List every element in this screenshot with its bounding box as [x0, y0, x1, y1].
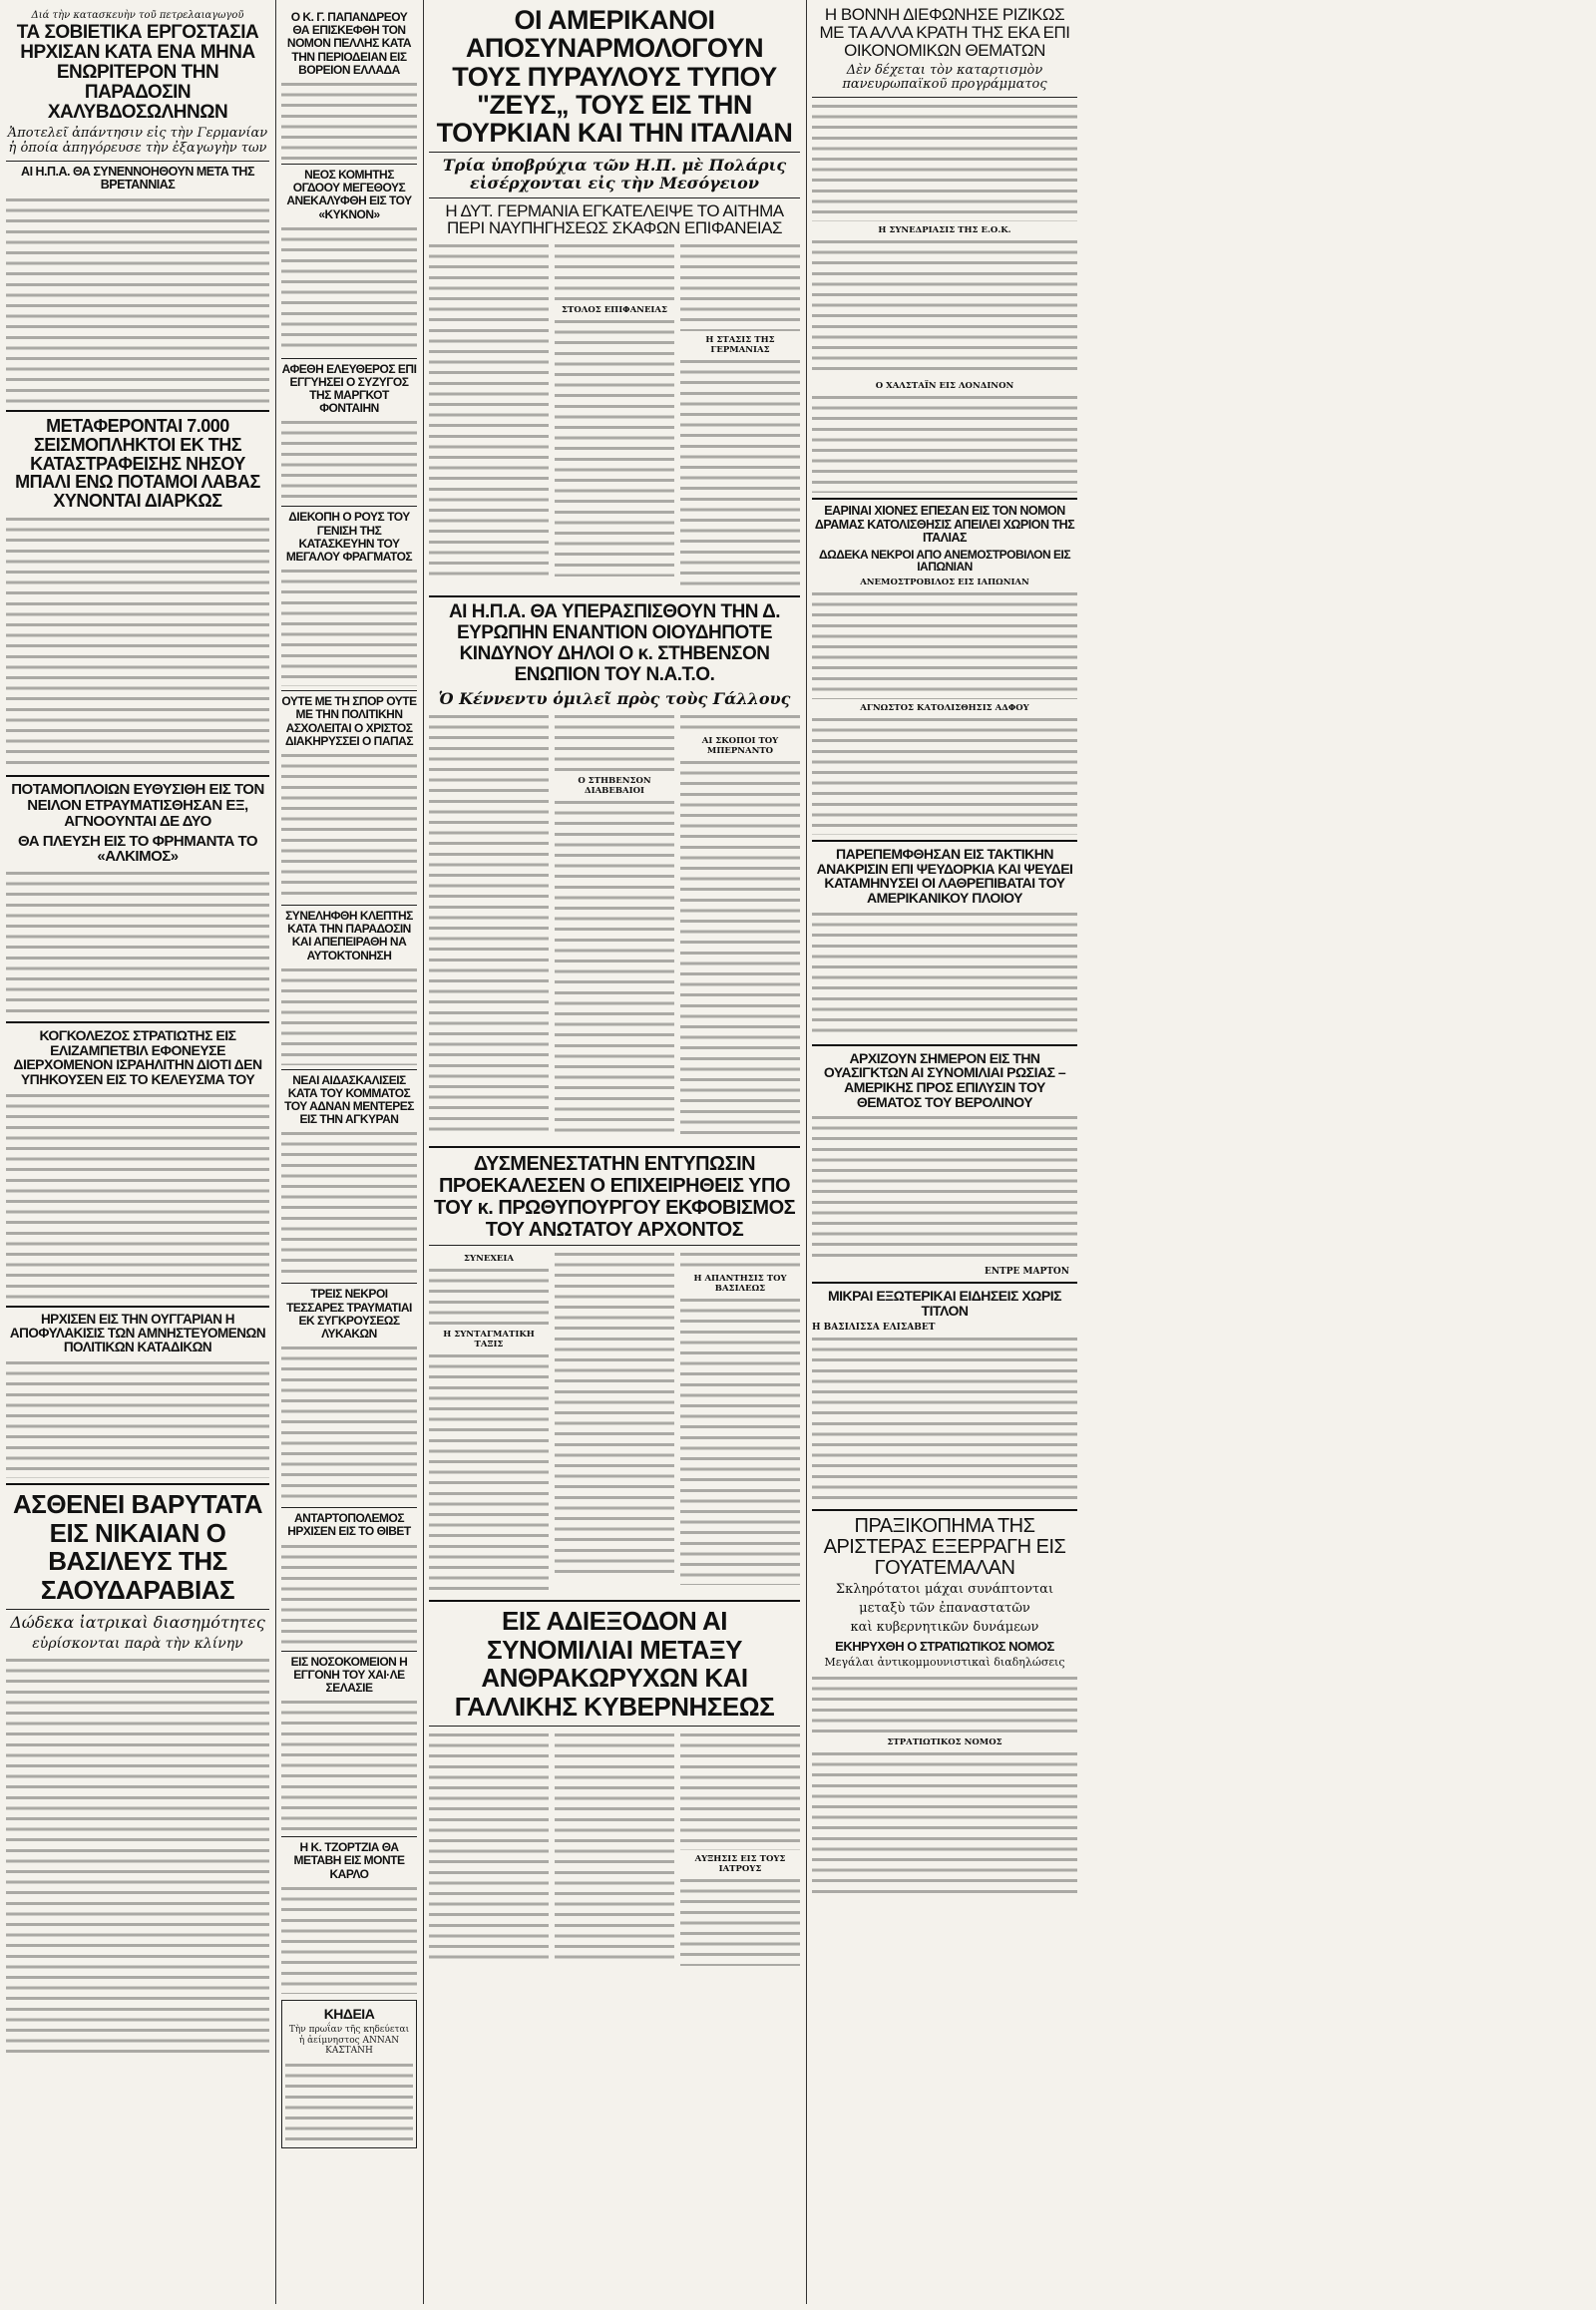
- signature: ΕΝΤΡΕ ΜΑΡΤΟΝ: [984, 1267, 1069, 1278]
- subheadline: Ὁ Κέννεντυ ὁμιλεῖ πρὸς τοὺς Γάλλους: [438, 688, 791, 708]
- body-text: [680, 758, 800, 1137]
- subheadline: Μεγάλαι ἀντικομμουνιστικαὶ διαδηλώσεις: [824, 1656, 1065, 1670]
- headline: ΔΥΣΜΕΝΕΣΤΑΤΗΝ ΕΝΤΥΠΩΣΙΝ ΠΡΟΕΚΑΛΕΣΕΝ Ο ΕΠΙΧΕΙΡΗΘΕΙΣ ΥΠΟ ΤΟΥ κ. ΠΡΩΘΥΠΟΥΡΓΟΥ ΕΚΦΟΒΙΣΜΟΣ ΤΟΥ ΑΝΩΤΑΤΟΥ ΑΡΧΟΝΤΟΣ: [433, 1153, 796, 1242]
- body-text: [6, 869, 269, 1016]
- headline: ΝΕΟΣ ΚΟΜΗΤΗΣ ΟΓΔΟΟΥ ΜΕΓΕΘΟΥΣ ΑΝΕΚΑΛΥΦΘΗ ΕΙΣ ΤΟΥ «ΚΥΚΝΟΝ»: [286, 167, 412, 221]
- subheadline: μεταξὺ τῶν ἐπαναστατῶν: [859, 1600, 1030, 1616]
- headline: ΔΩΔΕΚΑ ΝΕΚΡΟΙ ΑΠΟ ΑΝΕΜΟΣΤΡΟΒΙΛΟΝ ΕΙΣ ΙΑΠΩΝΙΑΝ: [818, 547, 1071, 575]
- body-text: [6, 1358, 269, 1478]
- body-text: [285, 2061, 413, 2140]
- subheadline: Δὲν δέχεται τὸν καταρτισμὸν πανευρωπαϊκοῦ προγράμματος: [842, 62, 1047, 93]
- body-text: [281, 224, 417, 354]
- body-text: [281, 751, 417, 901]
- body-text: [812, 1674, 1077, 1733]
- text-columns: [429, 712, 800, 1141]
- body-text: [281, 1884, 417, 1994]
- section-kicker: ΑΝΕΜΟΣΤΡΟΒΙΛΟΣ ΕΙΣ ΙΑΠΩΝΙΑΝ: [860, 577, 1029, 587]
- headline: Η ΒΟΝΝΗ ΔΙΕΦΩΝΗΣΕ ΡΙΖΙΚΩΣ ΜΕ ΤΑ ΑΛΛΑ ΚΡΑΤΗ ΤΗΣ ΕΚΑ ΕΠΙ ΟΙΚΟΝΟΜΙΚΩΝ ΘΕΜΑΤΩΝ: [819, 5, 1070, 60]
- body-text: [680, 1876, 800, 1966]
- body-text: [429, 1351, 549, 1591]
- headline: ΠΟΤΑΜΟΠΛΟΙΩΝ ΕΥΘΥΣΙΘΗ ΕΙΣ ΤΟΝ ΝΕΙΛΟΝ ΕΤΡΑΥΜΑΤΙΣΘΗΣΑΝ ΕΞ, ΑΓΝΟΟΥΝΤΑΙ ΔΕ ΔΥΟ: [11, 781, 264, 830]
- headline: ΕΚΗΡΥΧΘΗ Ο ΣΤΡΑΤΙΩΤΙΚΟΣ ΝΟΜΟΣ: [835, 1638, 1054, 1654]
- body-text: [281, 1344, 417, 1503]
- text-columns: [429, 1731, 800, 1970]
- headline: ΜΕΤΑΦΕΡΟΝΤΑΙ 7.000 ΣΕΙΣΜΟΠΛΗΚΤΟΙ ΕΚ ΤΗΣ ΚΑΤΑΣΤΡΑΦΕΙΣΗΣ ΝΗΣΟΥ ΜΠΑΛΙ ΕΝΩ ΠΟΤΑΜΟΙ ΛΑΒΑΣ ΧΥΝΟΝΤΑΙ ΔΙΑΡΚΩΣ: [15, 415, 260, 512]
- section-kicker: ΣΥΝΕΧΕΙΑ: [464, 1254, 514, 1265]
- headline: ΚΗΔΕΙΑ: [323, 2005, 375, 2022]
- subheadline: Σκληρότατοι μάχαι συνάπτονται: [835, 1581, 1054, 1597]
- headline: ΚΟΓΚΟΛΕΖΟΣ ΣΤΡΑΤΙΩΤΗΣ ΕΙΣ ΕΛΙΖΑΜΠΕΤΒΙΛ ΕΦΟΝΕΥΣΕ ΔΙΕΡΧΟΜΕΝΟΝ ΙΣΡΑΗΛΙΤΗΝ ΔΙΟΤΙ ΔΕΝ ΥΠΗΚΟΥΣΕΝ ΕΙΣ ΤΟ ΚΕΛΕΥΣΜΑ ΤΟΥ: [13, 1027, 262, 1088]
- headline: ΑΝΤΑΡΤΟΠΟΛΕΜΟΣ ΗΡΧΙΣΕΝ ΕΙΣ ΤΟ ΘΙΒΕΤ: [287, 1511, 411, 1539]
- body-text: [281, 965, 417, 1065]
- body-text: [281, 418, 417, 502]
- column-divider: [806, 0, 807, 2304]
- body-text: [680, 241, 800, 331]
- section-kicker: Η ΣΥΝΤΑΓΜΑΤΙΚΗ ΤΑΞΙΣ: [443, 1330, 535, 1350]
- headline: ΤΑ ΣΟΒΙΕΤΙΚΑ ΕΡΓΟΣΤΑΣΙΑ ΗΡΧΙΣΑΝ ΚΑΤΑ ΕΝΑ ΜΗΝΑ ΕΝΩΡΙΤΕΡΟΝ ΤΗΝ ΠΑΡΑΔΟΣΙΝ ΧΑΛΥΒΔΟΣΩΛΗΝΩΝ: [16, 22, 259, 123]
- body-text: [555, 241, 674, 301]
- headline: Η Κ. ΤΖΟΡΤΖΙΑ ΘΑ ΜΕΤΑΒΗ ΕΙΣ ΜΟΝΤΕ ΚΑΡΛΟ: [293, 1840, 405, 1881]
- body-text: [812, 1113, 1077, 1263]
- column-divider: [275, 0, 276, 2304]
- headline: Η ΔΥΤ. ΓΕΡΜΑΝΙΑ ΕΓΚΑΤΕΛΕΙΨΕ ΤΟ ΑΙΤΗΜΑ ΠΕΡΙ ΝΑΥΠΗΓΗΣΕΩΣ ΣΚΑΦΩΝ ΕΠΙΦΑΝΕΙΑΣ: [445, 200, 784, 238]
- subheadline: Ἀποτελεῖ ἀπάντησιν εἰς τὴν Γερμανίαν ἡ ὁποία ἀπηγόρευσε τὴν ἐξαγωγὴν των: [7, 125, 268, 156]
- section-kicker: Ο ΧΑΛΣΤΑΪΝ ΕΙΣ ΛΟΝΔΙΝΟΝ: [875, 381, 1014, 392]
- headline: ΕΑΡΙΝΑΙ ΧΙΟΝΕΣ ΕΠΕΣΑΝ ΕΙΣ ΤΟΝ ΝΟΜΟΝ ΔΡΑΜΑΣ ΚΑΤΟΛΙΣΘΗΣΙΣ ΑΠΕΙΛΕΙ ΧΩΡΙΟΝ ΤΗΣ ΙΤΑΛΙΑΣ: [814, 504, 1075, 545]
- body-text: [6, 1656, 269, 2055]
- body-text: [680, 357, 800, 586]
- body-text: [555, 317, 674, 577]
- headline: ΟΥΤΕ ΜΕ ΤΗ ΣΠΟΡ ΟΥΤΕ ΜΕ ΤΗΝ ΠΟΛΙΤΙΚΗΝ ΑΣΧΟΛΕΙΤΑΙ Ο ΧΡΙΣΤΟΣ ΔΙΑΚΗΡΥΣΣΕΙ Ο ΠΑΠΑΣ: [281, 694, 417, 748]
- section-kicker: Η ΑΠΑΝΤΗΣΙΣ ΤΟΥ ΒΑΣΙΛΕΩΣ: [693, 1274, 787, 1295]
- headline: ΑΦΕΘΗ ΕΛΕΥΘΕΡΟΣ ΕΠΙ ΕΓΓΥΗΣΕΙ Ο ΣΥΖΥΓΟΣ ΤΗΣ ΜΑΡΓΚΟΤ ΦΟΝΤΑΙΗΝ: [281, 361, 417, 416]
- body-text: [812, 102, 1077, 221]
- body-text: [429, 1266, 549, 1326]
- body-text: [680, 1296, 800, 1585]
- headline: ΑΡΧΙΖΟΥΝ ΣΗΜΕΡΟΝ ΕΙΣ ΤΗΝ ΟΥΑΣΙΓΚΤΩΝ ΑΙ ΣΥΝΟΜΙΛΙΑΙ ΡΩΣΙΑΣ – ΑΜΕΡΙΚΗΣ ΠΡΟΣ ΕΠΙΛΥΣΙΝ ΤΟΥ ΘΕΜΑΤΟΣ ΤΟΥ ΒΕΡΟΛΙΝΟΥ: [823, 1049, 1066, 1110]
- headline: ΕΙΣ ΝΟΣΟΚΟΜΕΙΟΝ Η ΕΓΓΟΝΗ ΤΟΥ ΧΑΙ·ΛΕ ΣΕΛΑΣΙΕ: [290, 1654, 408, 1695]
- headline: ΤΡΕΙΣ ΝΕΚΡΟΙ ΤΕΣΣΑΡΕΣ ΤΡΑΥΜΑΤΙΑΙ ΕΚ ΣΥΓΚΡΟΥΣΕΩΣ ΛΥΚΑΚΩΝ: [286, 1287, 412, 1341]
- section-kicker: Η ΒΑΣΙΛΙΣΣΑ ΕΛΙΣΑΒΕΤ: [812, 1322, 936, 1333]
- body-text: [281, 1542, 417, 1647]
- lead-headline: ΟΙ ΑΜΕΡΙΚΑΝΟΙ ΑΠΟΣΥΝΑΡΜΟΛΟΓΟΥΝ ΤΟΥΣ ΠΥΡΑΥΛΟΥΣ ΤΥΠΟΥ "ΖΕΥΣ„ ΤΟΥΣ ΕΙΣ ΤΗΝ ΤΟΥΡΚΙΑΝ ΚΑΙ ΤΗΝ ΙΤΑΛΙΑΝ: [436, 5, 793, 149]
- headline: ΘΑ ΠΛΕΥΣΗ ΕΙΣ ΤΟ ΦΡΗΜΑΝΤΑ ΤΟ «ΑΛΚΙΜΟΣ»: [17, 832, 258, 866]
- section-kicker: Η ΣΤΑΣΙΣ ΤΗΣ ΓΕΡΜΑΝΙΑΣ: [705, 335, 775, 356]
- headline: ΝΕΑΙ ΑΙΔΑΣΚΑΛΙΣΕΙΣ ΚΑΤΑ ΤΟΥ ΚΟΜΜΑΤΟΣ ΤΟΥ ΑΔΝΑΝ ΜΕΝΤΕΡΕΣ ΕΙΣ ΤΗΝ ΑΓΚΥΡΑΝ: [284, 1072, 414, 1127]
- subheadline: Δώδεκα ἰατρικαὶ διασημότητες: [10, 1612, 265, 1632]
- body-text: [6, 1091, 269, 1301]
- column-divider: [423, 0, 424, 2304]
- subheadline: Τρία ὑποβρύχια τῶν Η.Π. μὲ Πολάρις εἰσέρχονται εἰς τὴν Μεσόγειον: [442, 155, 787, 193]
- body-text: [812, 910, 1077, 1039]
- headline: ΑΙ Η.Π.Α. ΘΑ ΣΥΝΕΝΝΟΗΘΟΥΝ ΜΕΤΑ ΤΗΣ ΒΡΕΤΑΝΝΙΑΣ: [21, 164, 254, 192]
- subheadline: εὑρίσκονται παρὰ τὴν κλίνην: [32, 1636, 243, 1653]
- headline: ΕΙΣ ΑΔΙΕΞΟΔΟΝ ΑΙ ΣΥΝΟΜΙΛΙΑΙ ΜΕΤΑΞΥ ΑΝΘΡΑΚΩΡΥΧΩΝ ΚΑΙ ΓΑΛΛΙΚΗΣ ΚΥΒΕΡΝΗΣΕΩΣ: [454, 1606, 775, 1722]
- body-text: Τὴν πρωΐαν τῆς κηδεύεται ἡ ἀείμνηστος ΑΝΝΑΝ ΚΑΣΤΑΝΗ: [288, 2025, 410, 2057]
- body-text: [6, 195, 269, 405]
- body-text: [680, 1731, 800, 1850]
- body-text: [555, 712, 674, 772]
- headline: Ο Κ. Γ. ΠΑΠΑΝΔΡΕΟΥ ΘΑ ΕΠΙΣΚΕΦΘΗ ΤΟΝ ΝΟΜΟΝ ΠΕΛΛΗΣ ΚΑΤΑ ΤΗΝ ΠΕΡΙΟΔΕΙΑΝ ΕΙΣ ΒΟΡΕΙΟΝ ΕΛΛΑΔΑ: [286, 10, 412, 77]
- section-kicker: ΑΙ ΣΚΟΠΟΙ ΤΟΥ ΜΠΕΡΝΑΝΤΟ: [701, 736, 779, 757]
- column-2: [281, 8, 417, 2148]
- section-kicker: ΑΓΝΩΣΤΟΣ ΚΑΤΟΛΙΣΘΗΣΙΣ ΑΔΦΟΥ: [860, 702, 1029, 713]
- section-kicker: Ο ΣΤΗΒΕΝΣΟΝ ΔΙΑΒΕΒΑΙΟΙ: [578, 776, 651, 797]
- section-kicker: ΣΤΡΑΤΙΩΤΙΚΟΣ ΝΟΜΟΣ: [887, 1736, 1002, 1747]
- body-text: [680, 712, 800, 732]
- headline: ΠΡΑΞΙΚΟΠΗΜΑ ΤΗΣ ΑΡΙΣΤΕΡΑΣ ΕΞΕΡΡΑΓΗ ΕΙΣ ΓΟΥΑΤΕΜΑΛΑΝ: [823, 1514, 1066, 1579]
- headline: ΑΣΘΕΝΕΙ ΒΑΡΥΤΑΤΑ ΕΙΣ ΝΙΚΑΙΑΝ Ο ΒΑΣΙΛΕΥΣ ΤΗΣ ΣΑΟΥΔΑΡΑΒΙΑΣ: [12, 1489, 263, 1606]
- story-kicker: Διά τὴν κατασκευὴν τοῦ πετρελαιαγωγοῦ: [31, 10, 244, 21]
- body-text: [555, 798, 674, 1137]
- body-text: [812, 715, 1077, 835]
- text-columns: [429, 1250, 800, 1595]
- body-text: [812, 237, 1077, 377]
- body-text: [555, 1731, 674, 1960]
- body-text: [680, 1250, 800, 1270]
- body-text: [812, 589, 1077, 699]
- body-text: [429, 241, 549, 580]
- text-columns: [429, 241, 800, 590]
- section-kicker: ΑΥΞΗΣΙΣ ΕΙΣ ΤΟΥΣ ΙΑΤΡΟΥΣ: [694, 1853, 786, 1874]
- headline: ΔΙΕΚΟΠΗ Ο ΡΟΥΣ ΤΟΥ ΓΕΝΙΣΗ ΤΗΣ ΚΑΤΑΣΚΕΥΗΝ ΤΟΥ ΜΕΓΑΛΟΥ ΦΡΑΓΜΑΤΟΣ: [285, 510, 413, 564]
- section-kicker: ΣΤΟΛΟΣ ΕΠΙΦΑΝΕΙΑΣ: [561, 305, 668, 316]
- body-text: [281, 80, 417, 160]
- body-text: [812, 1749, 1077, 1899]
- body-text: [812, 393, 1077, 493]
- body-text: [429, 1731, 549, 1960]
- body-text: [281, 567, 417, 686]
- body-text: [281, 1129, 417, 1279]
- headline: ΑΙ Η.Π.Α. ΘΑ ΥΠΕΡΑΣΠΙΣΘΟΥΝ ΤΗΝ Δ. ΕΥΡΩΠΗΝ ΕΝΑΝΤΙΟΝ ΟΙΟΥΔΗΠΟΤΕ ΚΙΝΔΥΝΟΥ ΔΗΛΟΙ Ο κ. ΣΤΗΒΕΝΣΟΝ ΕΝΩΠΙΟΝ ΤΟΥ Ν.Α.Τ.Ο.: [448, 601, 781, 685]
- headline: ΜΙΚΡΑΙ ΕΞΩΤΕΡΙΚΑΙ ΕΙΔΗΣΕΙΣ ΧΩΡΙΣ ΤΙΤΛΟΝ: [827, 1288, 1062, 1320]
- headline: ΣΥΝΕΛΗΦΘΗ ΚΛΕΠΤΗΣ ΚΑΤΑ ΤΗΝ ΠΑΡΑΔΟΣΙΝ ΚΑΙ ΑΠΕΠΕΙΡΑΘΗ ΝΑ ΑΥΤΟΚΤΟΝΗΣΗ: [285, 908, 413, 962]
- section-kicker: Η ΣΥΝΕΔΡΙΑΣΙΣ ΤΗΣ Ε.Ο.Κ.: [878, 225, 1011, 236]
- body-text: [429, 712, 549, 1131]
- column-1: [6, 6, 269, 2059]
- body-text: [555, 1250, 674, 1579]
- body-text: [812, 1335, 1077, 1504]
- funeral-notice: [281, 2000, 417, 2148]
- headline: ΠΑΡΕΠΕΜΦΘΗΣΑΝ ΕΙΣ ΤΑΚΤΙΚΗΝ ΑΝΑΚΡΙΣΙΝ ΕΠΙ ΨΕΥΔΟΡΚΙΑ ΚΑΙ ΨΕΥΔΕΙ ΚΑΤΑΜΗΝΥΣΕΙ ΟΙ ΛΑΘΡΕΠΙΒΑΤΑΙ ΤΟΥ ΑΜΕΡΙΚΑΝΙΚΟΥ ΠΛΟΙΟΥ: [816, 845, 1073, 907]
- subheadline: καὶ κυβερνητικῶν δυνάμεων: [850, 1619, 1039, 1635]
- headline: ΗΡΧΙΣΕΝ ΕΙΣ ΤΗΝ ΟΥΓΓΑΡΙΑΝ Η ΑΠΟΦΥΛΑΚΙΣΙΣ ΤΩΝ ΑΜΝΗΣΤΕΥΟΜΕΝΩΝ ΠΟΛΙΤΙΚΩΝ ΚΑΤΑΔΙΚΩΝ: [9, 1311, 266, 1355]
- column-5: [812, 6, 1077, 1903]
- center-columns: [429, 6, 800, 1970]
- body-text: [281, 1698, 417, 1832]
- body-text: [6, 515, 269, 770]
